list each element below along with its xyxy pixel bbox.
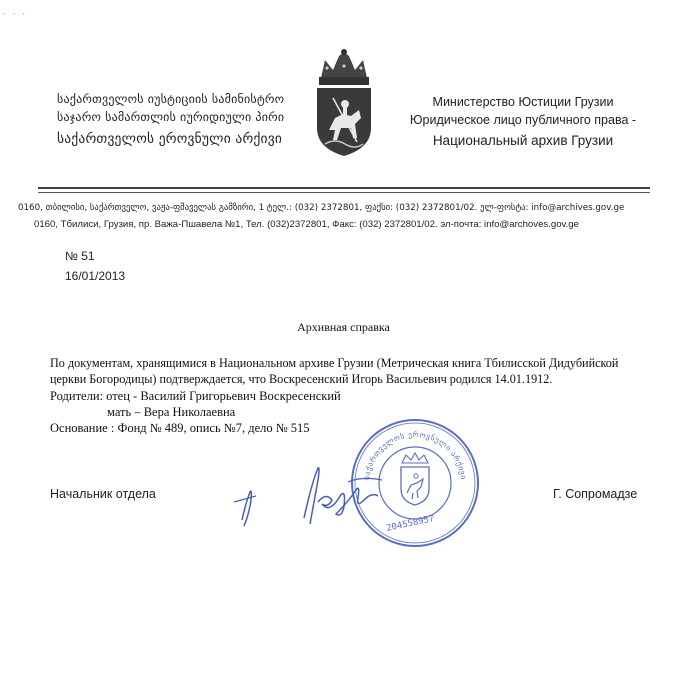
signature-name: Г. Сопромадзе [553,487,638,501]
header-russian-legal-entity: Юридическое лицо публичного права - [409,113,637,127]
header-rule-top [38,187,650,189]
document-title: Архивная справка [297,320,390,334]
document-date: 16/01/2013 [65,269,126,283]
document-number: № 51 [65,249,95,263]
body-line-1: По документам, хранящимися в Национальном архиве Грузии (Метрическая книга Тбилисской Дидубийской [50,356,619,370]
header-russian-ministry: Министерство Юстиции Грузии [432,95,614,109]
stamp-number: 204558957 [385,514,436,534]
parents-line-1: Родители: отец - Василий Григорьевич Воскресенский [50,389,341,403]
address-georgian: 0160, თბილისი, საქართველო, ვაჟა-ფშაველას გამზირი, 1 ტელ.: (032) 2372801, ფაქსი: (032) 2372801/02. ელ-ფოსტა: info@archives.gov.ge [18,203,625,213]
address-russian: 0160, Тбилиси, Грузия, пр. Важа-Пшавела №1, Тел. (032)2372801, Факс: (032) 2372801/02. эл-почта: info@archoves.gov.ge [34,219,579,230]
header-georgian-legal-entity: საჯარო სამართლის იურიდიული პირი [57,110,285,124]
scan-mark: - - · [2,10,27,19]
basis-line: Основание : Фонд № 489, опись №7, дело № 515 [50,421,310,435]
header-georgian-ministry: საქართველოს იუსტიციის სამინისტრო [57,92,285,106]
coat-of-arms-icon [305,48,383,158]
header-russian-archive: Национальный архив Грузии [432,133,614,148]
body-line-2: церкви Богородицы) подтверждается, что Воскресенский Игорь Васильевич родился 14.01.1912. [50,372,553,386]
handwritten-signature [232,462,397,532]
header-georgian-archive: საქართველოს ეროვნული არქივი [57,131,283,147]
svg-text:საქართველოს ეროვნული არქივი: საქართველოს ეროვნული არქივი [362,429,468,481]
parents-line-2: мать – Вера Николаевна [107,405,236,419]
header-rule-bottom [38,192,650,193]
signature-position: Начальник отдела [50,487,156,501]
